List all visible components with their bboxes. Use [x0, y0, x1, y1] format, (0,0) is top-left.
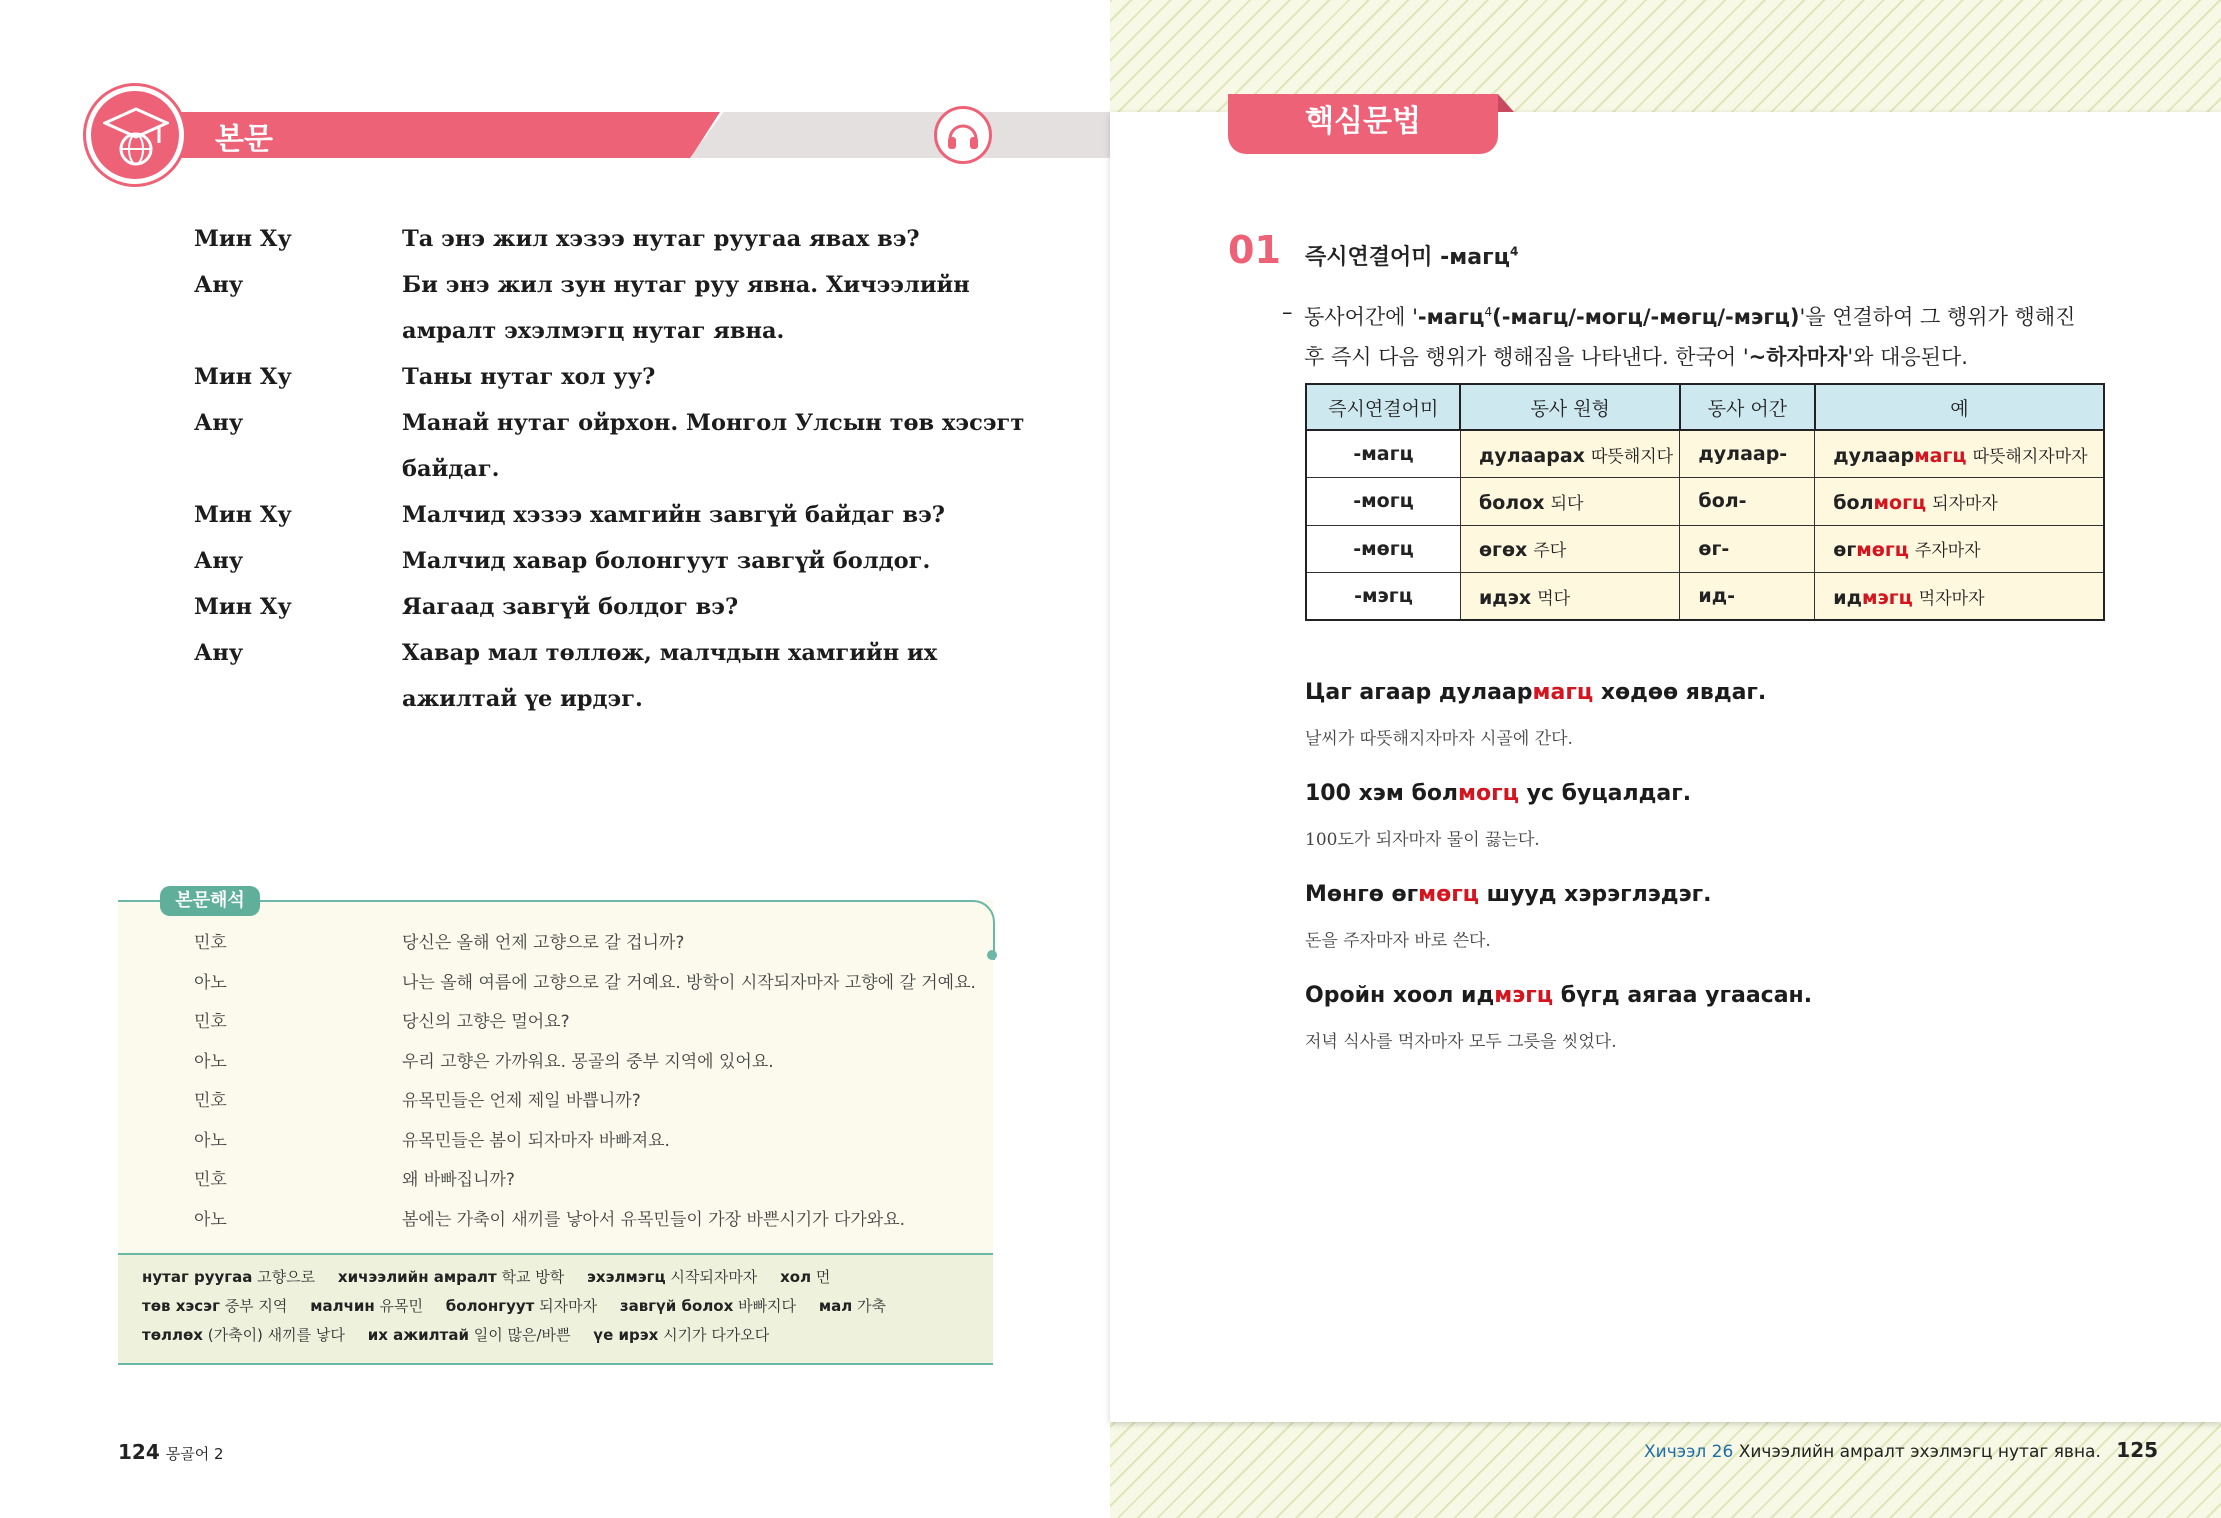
- table-header: 예: [1815, 384, 2104, 430]
- vocab-item: [338, 1266, 564, 1287]
- section-title-bonmun: 본문: [215, 122, 273, 157]
- vocab-korean: 되자마자: [539, 1297, 598, 1315]
- translation-text: [194, 926, 994, 1242]
- vocab-item: [368, 1324, 571, 1345]
- example-mongolian: [1305, 781, 2105, 825]
- dialogue-line: [194, 358, 1014, 404]
- example-item: [1305, 882, 2105, 983]
- speaker: Мин Ху: [194, 594, 292, 620]
- desc-part: 동사어간에 ': [1304, 305, 1418, 329]
- grammar-title-text: 즉시연결어미 -магц: [1305, 245, 1510, 270]
- ex-highlight: мөгц: [1418, 882, 1479, 907]
- table-cell-suffix: -мөгц: [1306, 525, 1460, 573]
- ex-pre: Цаг агаар дулаар: [1305, 680, 1533, 705]
- example-ko: 먹자마자: [1918, 588, 1985, 609]
- example-korean: 100도가 되자마자 물이 끓는다.: [1305, 830, 1540, 850]
- vocab-mongolian: эхэлмэгц: [587, 1268, 666, 1286]
- dialogue-line: [194, 496, 1014, 542]
- vocabulary-line: [142, 1266, 982, 1295]
- example-item: [1305, 781, 2105, 882]
- desc-sup: 4: [1484, 305, 1493, 319]
- speaker: Ану: [194, 272, 244, 298]
- speaker: Ану: [194, 640, 244, 666]
- desc-part: '와 대응된다.: [1847, 345, 1968, 369]
- graduation-cap-icon: [86, 86, 184, 184]
- left-page: [0, 0, 1110, 1518]
- vocab-mongolian: төллөх: [142, 1326, 203, 1344]
- page-footer-left: [118, 1440, 224, 1464]
- utterance: Малчид хавар болонгуут завгүй болдог.: [402, 548, 931, 574]
- vocab-item: [142, 1266, 315, 1287]
- dialogue-line: [194, 588, 1014, 634]
- ex-highlight: могц: [1458, 781, 1519, 806]
- translation-line: [194, 1203, 994, 1243]
- example-mongolian: [1305, 983, 2105, 1027]
- dialogue-line: [194, 450, 1014, 496]
- vocab-mongolian: нутаг руугаа: [142, 1268, 253, 1286]
- utterance: 나는 올해 여름에 고향으로 갈 거예요. 방학이 시작되자마자 고향에 갈 거예요.: [402, 972, 976, 993]
- vocab-mongolian: хичээлийн амралт: [337, 1268, 497, 1286]
- dialogue-line: [194, 680, 1014, 726]
- grammar-title-sup: 4: [1509, 244, 1519, 259]
- ex-pre: 100 хэм бол: [1305, 781, 1459, 806]
- vocab-korean: 시작되자마자: [670, 1268, 758, 1286]
- vocab-korean: (가축이) 새끼를 낳다: [207, 1326, 345, 1344]
- translation-line: [194, 1084, 994, 1124]
- utterance: 봄에는 가축이 새끼를 낳아서 유목민들이 가장 바쁜시기가 다가와요.: [402, 1209, 906, 1230]
- example-ko: 주자마자: [1914, 541, 1981, 562]
- table-header: 동사 원형: [1460, 384, 1679, 430]
- section-title-grammar: 핵심문법: [1228, 94, 1498, 154]
- verb-mn: өгөх: [1478, 539, 1528, 562]
- dialogue-line: [194, 220, 1014, 266]
- utterance: ажилтай үе ирдэг.: [402, 686, 643, 712]
- utterance: 왜 바빠집니까?: [402, 1170, 515, 1190]
- utterance: Манай нутаг ойрхон. Монгол Улсын төв хэсэгт: [402, 410, 1025, 436]
- speaker: Мин Ху: [194, 364, 292, 390]
- dialogue-line: [194, 266, 1014, 312]
- lesson-label: Хичээл 26: [1644, 1442, 1734, 1462]
- table-cell-example: [1815, 525, 2104, 573]
- desc-bold: ~하자마자: [1748, 345, 1848, 369]
- example-stem: дулаар: [1833, 444, 1915, 467]
- verb-mn: идэх: [1478, 586, 1532, 609]
- example-sentences: [1305, 680, 2105, 1084]
- example-suffix: могц: [1873, 491, 1927, 514]
- table-row: [1306, 478, 2104, 526]
- utterance: Би энэ жил зун нутаг руу явна. Хичээлийн: [402, 272, 970, 298]
- vocab-mongolian: малчин: [310, 1297, 375, 1315]
- table-row: [1306, 525, 2104, 573]
- ex-highlight: мэгц: [1494, 983, 1554, 1008]
- example-suffix: мөгц: [1856, 539, 1909, 562]
- grammar-number: 01: [1228, 228, 1281, 272]
- utterance: байдаг.: [402, 456, 500, 482]
- table-cell-example: [1815, 478, 2104, 526]
- vocab-item: [446, 1295, 597, 1316]
- vocab-korean: 유목민: [379, 1297, 424, 1315]
- vocab-item: [780, 1266, 830, 1287]
- verb-mn: болох: [1478, 491, 1545, 514]
- speaker: 아노: [194, 972, 227, 993]
- example-item: [1305, 680, 2105, 781]
- table-cell-stem: бол-: [1680, 478, 1815, 526]
- table-cell-example: [1815, 573, 2104, 621]
- table-row: [1306, 573, 2104, 621]
- headphones-icon[interactable]: [934, 106, 992, 164]
- example-stem: өг: [1833, 539, 1857, 562]
- vocab-mongolian: завгүй болох: [619, 1297, 734, 1315]
- example-stem: ид: [1833, 586, 1862, 609]
- vocab-korean: 먼: [815, 1268, 831, 1286]
- speaker: Ану: [194, 548, 244, 574]
- utterance: Малчид хэзээ хамгийн завгүй байдаг вэ?: [402, 502, 945, 528]
- table-cell-verb: [1460, 478, 1679, 526]
- desc-part: '을 연결하여 그 행위가 행해진 후 즉시 다음 행위가 행해짐을 나타낸다. 한국어 ': [1304, 305, 2076, 369]
- verb-ko: 주다: [1533, 541, 1567, 562]
- desc-bold: -магц: [1417, 305, 1485, 329]
- description-text: [1304, 292, 2092, 377]
- dialogue-line: [194, 312, 1014, 358]
- vocab-item: [142, 1295, 287, 1316]
- dialogue-text: [194, 220, 1025, 726]
- ex-post: бүгд аягаа угаасан.: [1553, 983, 1813, 1008]
- ex-highlight: магц: [1532, 680, 1594, 705]
- translation-line: [194, 1163, 994, 1203]
- translation-line: [194, 926, 994, 966]
- utterance: Яагаад завгүй болдог вэ?: [402, 594, 739, 620]
- vocab-item: [587, 1266, 757, 1287]
- utterance: 당신의 고향은 멀어요?: [402, 1012, 570, 1032]
- speaker: 아노: [194, 1130, 227, 1151]
- utterance: Та энэ жил хэзээ нутаг руугаа явах вэ?: [402, 226, 920, 252]
- example-korean: 날씨가 따뜻해지자마자 시골에 간다.: [1305, 729, 1573, 749]
- speaker: 민호: [194, 1012, 227, 1032]
- vocab-item: [142, 1324, 345, 1345]
- table-cell-stem: ид-: [1680, 573, 1815, 621]
- vocab-item: [620, 1295, 796, 1316]
- table-cell-suffix: -мэгц: [1306, 573, 1460, 621]
- vocab-korean: 시기가 다가오다: [663, 1326, 770, 1344]
- speaker: Мин Ху: [194, 502, 292, 528]
- utterance: 유목민들은 봄이 되자마자 바빠져요.: [402, 1130, 670, 1151]
- lesson-title: Хичээлийн амралт эхэлмэгц нутаг явна.: [1738, 1442, 2101, 1462]
- ex-post: шууд хэрэглэдэг.: [1479, 882, 1712, 907]
- vocab-korean: 고향으로: [257, 1268, 316, 1286]
- ex-pre: Оройн хоол ид: [1305, 983, 1495, 1008]
- grammar-description: [1282, 292, 2092, 377]
- banner-gray-stripe: [690, 112, 1110, 158]
- speaker: 민호: [194, 1170, 227, 1190]
- dialogue-line: [194, 542, 1014, 588]
- vocab-item: [593, 1324, 769, 1345]
- example-korean: 저녁 식사를 먹자마자 모두 그릇을 씻었다.: [1305, 1032, 1617, 1052]
- vocab-mongolian: төв хэсэг: [142, 1297, 220, 1315]
- table-cell-stem: дулаар-: [1680, 430, 1815, 478]
- grammar-table: [1305, 383, 2105, 621]
- table-cell-suffix: -могц: [1306, 478, 1460, 526]
- translation-line: [194, 966, 994, 1006]
- table-cell-example: [1815, 430, 2104, 478]
- ex-pre: Мөнгө өг: [1305, 882, 1419, 907]
- vocab-korean: 학교 방학: [501, 1268, 565, 1286]
- translation-line: [194, 1045, 994, 1085]
- speaker: 아노: [194, 1051, 227, 1072]
- vocab-mongolian: үе ирэх: [593, 1326, 659, 1344]
- table-header-row: [1306, 384, 2104, 430]
- ex-post: ус буцалдаг.: [1518, 781, 1692, 806]
- table-cell-verb: [1460, 430, 1679, 478]
- translation-line: [194, 1124, 994, 1164]
- speaker: Мин Ху: [194, 226, 292, 252]
- page-footer-right: [1644, 1438, 2158, 1462]
- table-cell-verb: [1460, 573, 1679, 621]
- table-header: 즉시연결어미: [1306, 384, 1460, 430]
- vocabulary-list: [142, 1266, 982, 1353]
- vocab-item: [819, 1295, 886, 1316]
- book-title: 몽골어 2: [165, 1445, 224, 1463]
- table-cell-suffix: -магц: [1306, 430, 1460, 478]
- verb-ko: 되다: [1550, 493, 1584, 514]
- utterance: Хавар мал төллөж, малчдын хамгийн их: [402, 640, 938, 666]
- utterance: 유목민들은 언제 제일 바쁩니까?: [402, 1091, 641, 1111]
- dialogue-line: [194, 634, 1014, 680]
- grammar-title: [1305, 240, 1518, 271]
- example-korean: 돈을 주자마자 바로 쓴다.: [1305, 931, 1491, 951]
- desc-bold: (-магц/-могц/-мөгц/-мэгц): [1492, 305, 1800, 329]
- speaker: 민호: [194, 1091, 227, 1111]
- table-header: 동사 어간: [1680, 384, 1815, 430]
- speaker: 아노: [194, 1209, 227, 1230]
- speaker: Ану: [194, 410, 244, 436]
- vocab-item: [310, 1295, 423, 1316]
- vocab-korean: 가축: [856, 1297, 886, 1315]
- ex-post: хөдөө явдаг.: [1593, 680, 1767, 705]
- page-number: 124: [118, 1440, 160, 1464]
- example-suffix: мэгц: [1861, 586, 1913, 609]
- vocab-mongolian: болонгуут: [445, 1297, 535, 1315]
- vocab-korean: 일이 많은/바쁜: [473, 1326, 571, 1344]
- dialogue-line: [194, 404, 1025, 450]
- utterance: амралт эхэлмэгц нутаг явна.: [402, 318, 785, 344]
- utterance: 우리 고향은 가까워요. 몽골의 중부 지역에 있어요.: [402, 1051, 774, 1072]
- translation-line: [194, 1005, 994, 1045]
- vocabulary-line: [142, 1295, 982, 1324]
- vocabulary-line: [142, 1324, 982, 1353]
- verb-ko: 따뜻해지다: [1590, 446, 1674, 467]
- verb-mn: дулаарах: [1478, 444, 1585, 467]
- example-mongolian: [1305, 680, 2105, 724]
- vocab-mongolian: их ажилтай: [367, 1326, 469, 1344]
- table-cell-stem: өг-: [1680, 525, 1815, 573]
- utterance: Таны нутаг хол уу?: [402, 364, 656, 390]
- description-dash: –: [1282, 300, 1293, 324]
- speaker: 민호: [194, 933, 227, 953]
- example-ko: 되자마자: [1932, 493, 1998, 514]
- utterance: 당신은 올해 언제 고향으로 갈 겁니까?: [402, 933, 685, 953]
- example-stem: бол: [1833, 491, 1874, 514]
- example-suffix: магц: [1914, 444, 1967, 467]
- vocab-korean: 중부 지역: [224, 1297, 288, 1315]
- vocab-mongolian: мал: [818, 1297, 853, 1315]
- verb-ko: 먹다: [1537, 588, 1571, 609]
- example-mongolian: [1305, 882, 2105, 926]
- table-row: [1306, 430, 2104, 478]
- vocab-korean: 바빠지다: [738, 1297, 797, 1315]
- table-cell-verb: [1460, 525, 1679, 573]
- example-ko: 따뜻해지자마자: [1972, 446, 2088, 467]
- example-item: [1305, 983, 2105, 1084]
- translation-label: 본문해석: [160, 886, 260, 916]
- vocab-mongolian: хол: [780, 1268, 812, 1286]
- page-number: 125: [2116, 1438, 2159, 1462]
